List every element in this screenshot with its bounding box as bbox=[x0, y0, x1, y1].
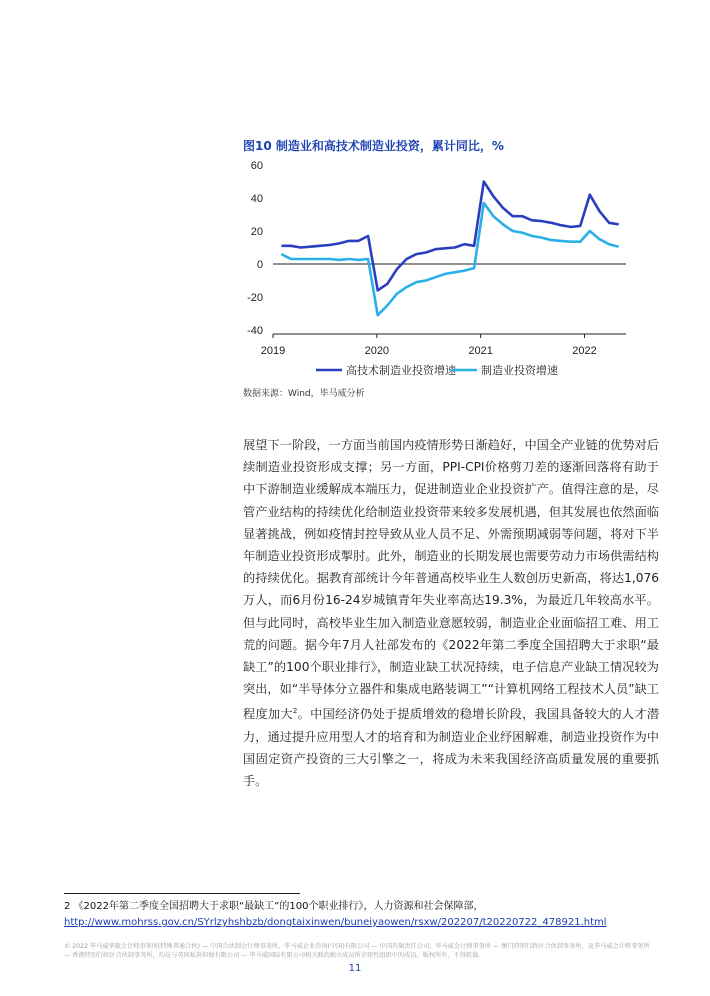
footnote-ref[interactable]: 2 bbox=[292, 707, 298, 716]
footnote bbox=[64, 899, 664, 931]
x-tick-label: 2021 bbox=[468, 345, 493, 357]
footnote-text: 2 《2022年第二季度全国招聘大于求职“最缺工”的100个职业排行》，人力资源和社会保障部， bbox=[64, 901, 484, 912]
series-line-2 bbox=[281, 203, 618, 315]
body-paragraph bbox=[243, 434, 659, 792]
y-tick-label: -40 bbox=[247, 325, 263, 337]
legend-label: 制造业投资增速 bbox=[481, 365, 558, 377]
y-tick-label: 0 bbox=[256, 259, 263, 271]
x-tick-label: 2019 bbox=[260, 345, 286, 357]
figure-title: 图10 制造业和高技术制造业投资，累计同比，% bbox=[243, 139, 504, 153]
x-tick-label: 2020 bbox=[364, 345, 390, 357]
y-tick-label: 20 bbox=[250, 226, 263, 238]
footnote-divider bbox=[64, 893, 300, 894]
y-tick-label: -20 bbox=[247, 292, 263, 304]
x-tick-label: 2022 bbox=[572, 345, 597, 357]
copyright-notice: © 2022 毕马威华振会计师事务所(特殊普通合伙) — 中国合伙制会计师事务所，毕马威企业咨询(中国)有限公司 — 中国有限责任公司，毕马威会计师事务所 — 澳门特别行政区合伙制事务所，及毕马威会计师事务所 — 香港特别行政区合伙制事务所，均是与英国私营担保有限公司 — 毕马威国际有限公司相关联的独立成员所全球性组织中的成员。版权所有，不得转载。 bbox=[64, 943, 650, 959]
data-source: 数据来源：Wind，毕马威分析 bbox=[243, 389, 365, 399]
y-tick-label: 40 bbox=[250, 193, 263, 205]
paragraph-part-1: 展望下一阶段，一方面当前国内疫情形势日渐趋好，中国全产业链的优势对后续制造业投资形成支撑；另一方面，PPI-CPI价格剪刀差的逐渐回落将有助于中下游制造业缓解成本端压力，促进制造业企业投资扩产。值得注意的是，尽管产业结构的持续优化给制造业投资带来较多发展机遇，但其发展也依然面临显著挑战，例如疫情封控导致从业人员不足、外需预期减弱等问题，将对下半年制造业投资形成掣肘。此外，制造业的长期发展也需要劳动力市场供需结构的持续优化。据教育部统计今年普通高校毕业生人数创历史新高，将达1,076万人，而6月份16-24岁城镇青年失业率高达19.3%，为最近几年较高水平。但与此同时，高校毕业生加入制造业意愿较弱，制造业企业面临招工难、用工荒的问题。据今年7月人社部发布的《2022年第二季度全国招聘大于求职“最缺工”的100个职业排行》，制造业缺工状况持续，电子信息产业缺工情况较为突出，如“半导体分立器件和集成电路装调工”“计算机网络工程技术人员”缺工程度加大 bbox=[243, 438, 659, 722]
y-tick-label: 60 bbox=[250, 160, 263, 172]
line-chart bbox=[236, 155, 636, 380]
legend-label: 高技术制造业投资增速 bbox=[346, 365, 456, 377]
page-number: 11 bbox=[348, 963, 362, 974]
paragraph-part-2: 。中国经济仍处于提质增效的稳增长阶段，我国具备较大的人才潜力，通过提升应用型人才的培育和为制造业企业纾困解难，制造业投资作为中国固定资产投资的三大引擎之一，将成为未来我国经济高质量发展的重要抓手。 bbox=[243, 707, 660, 789]
footnote-link[interactable]: http://www.mohrss.gov.cn/SYrlzyhshbzb/dongtaixinwen/buneiyaowen/rsxw/202207/t20220722_478921.html bbox=[64, 917, 607, 928]
